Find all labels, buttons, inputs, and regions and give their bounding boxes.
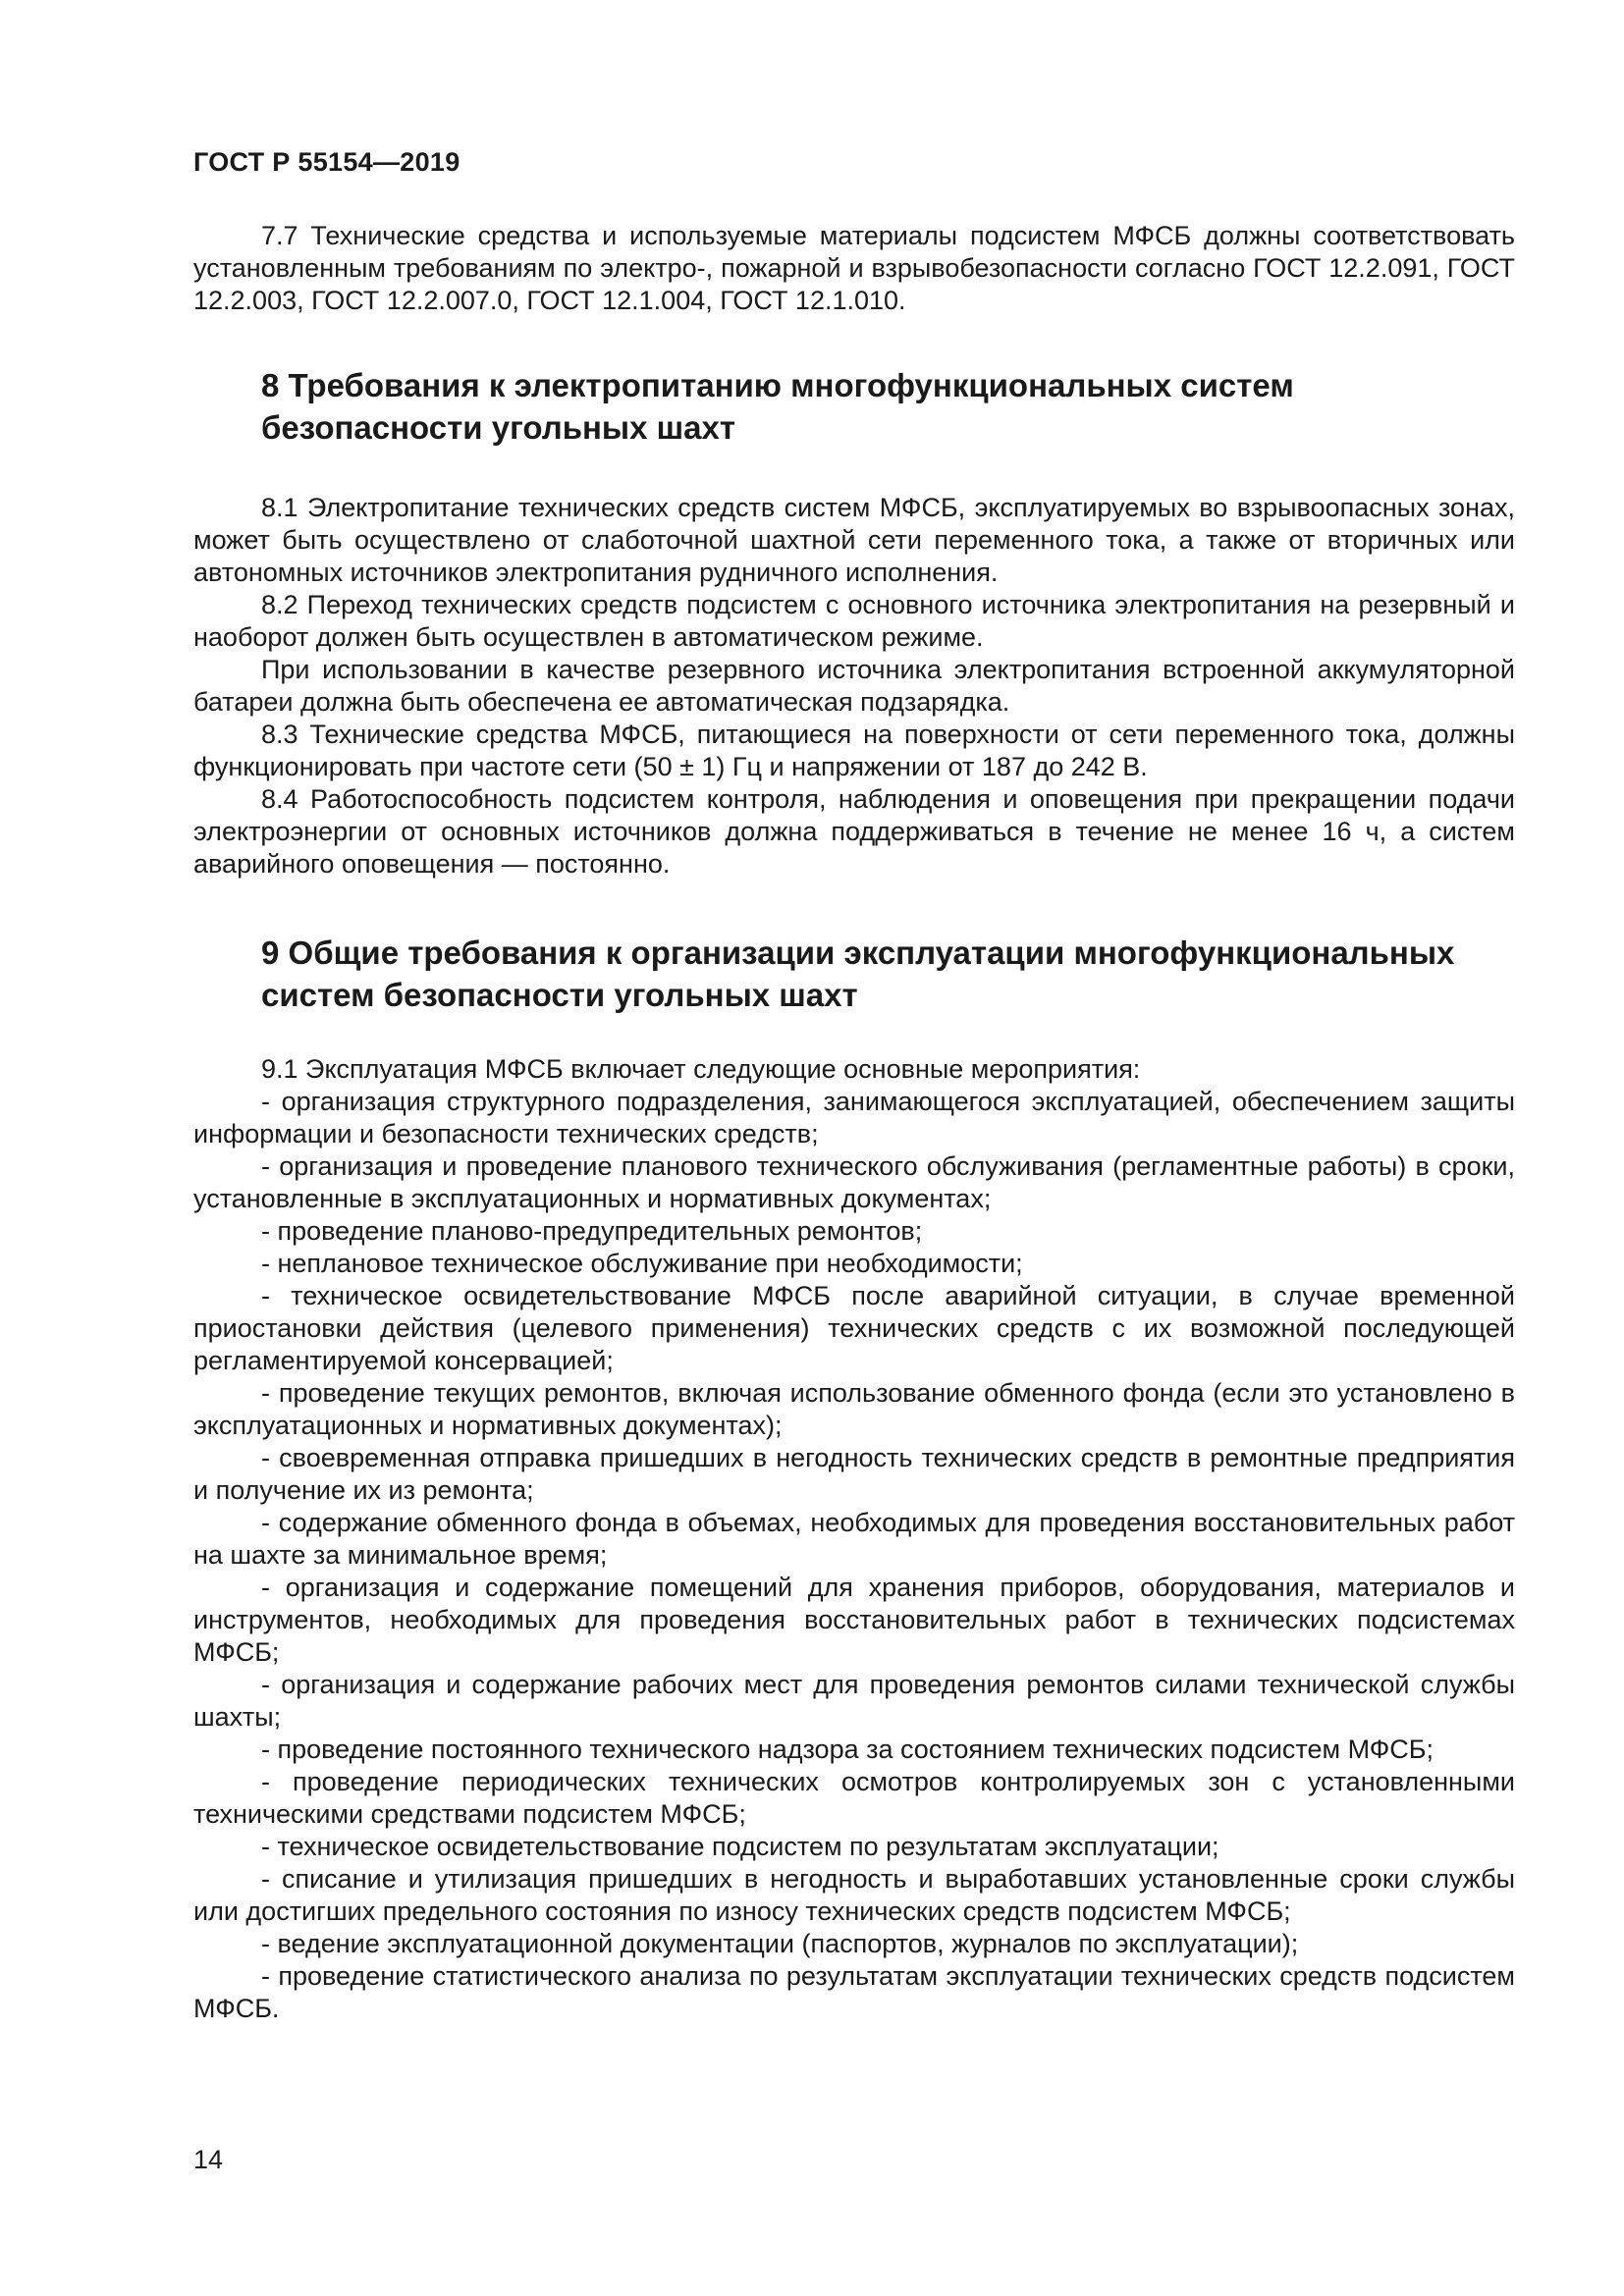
document-body [193, 220, 1515, 2025]
list-item: - содержание обменного фонда в объемах, необходимых для проведения восстановительных работ на шахте за минимальное время; [193, 1508, 1515, 1570]
paragraph-9-1: 9.1 Эксплуатация МФСБ включает следующие основные мероприятия: [261, 1054, 1141, 1084]
list-item: - проведение статистического анализа по результатам эксплуатации технических средств подсистем МФСБ. [193, 1961, 1515, 2023]
list-item: - проведение периодических технических осмотров контролируемых зон с установленными техническими средствами подсистем МФСБ; [193, 1767, 1515, 1829]
paragraph-8-2: 8.2 Переход технических средств подсистем с основного источника электропитания на резервный и наоборот должен быть осуществлен в автоматическом режиме. [193, 590, 1515, 652]
list-item: - организация и содержание помещений для хранения приборов, оборудования, материалов и инструментов, необходимых для проведения восстановительных работ в технических подсистемах МФСБ; [193, 1573, 1515, 1667]
list-item: - техническое освидетельствование подсистем по результатам эксплуатации; [261, 1832, 1219, 1861]
list-item: - ведение эксплуатационной документации (паспортов, журналов по эксплуатации); [261, 1929, 1299, 1958]
list-item: - проведение постоянного технического надзора за состоянием технических подсистем МФСБ; [261, 1735, 1435, 1764]
paragraph-8-3: 8.3 Технические средства МФСБ, питающиеся на поверхности от сети переменного тока, должны функционировать при частоте сети (50 ± 1) Гц и напряжении от 187 до 242 В. [193, 720, 1515, 781]
list-item: - проведение текущих ремонтов, включая использование обменного фонда (если это установлено в эксплуатационных и нормативных документах); [193, 1378, 1515, 1440]
list-item: - списание и утилизация пришедших в негодность и выработавших установленные сроки службы или достигших предельного состояния по износу технических средств подсистем МФСБ; [193, 1864, 1515, 1926]
list-item: - своевременная отправка пришедших в негодность технических средств в ремонтные предприятия и получение их из ремонта; [193, 1443, 1515, 1505]
list-item: - организация структурного подразделения, занимающегося эксплуатацией, обеспечением защиты информации и безопасности технических средств; [193, 1087, 1515, 1148]
page-number: 14 [193, 2145, 224, 2174]
paragraph-8-4: 8.4 Работоспособность подсистем контроля, наблюдения и оповещения при прекращении подачи электроэнергии от основных источников должна поддерживаться в течение не менее 16 ч, а систем аварийного оповещения — постоянно. [193, 784, 1515, 879]
section-8-heading: 8 Требования к электропитанию многофункциональных систем безопасности угольных шахт [261, 367, 1294, 446]
list-item: - организация и содержание рабочих мест для проведения ремонтов силами технической службы шахты; [193, 1670, 1515, 1732]
list-item: - техническое освидетельствование МФСБ после аварийной ситуации, в случае временной приостановки действия (целевого применения) технических средств с их возможной последующей регламентируемой консервацией; [193, 1281, 1515, 1375]
paragraph-7-7: 7.7 Технические средства и используемые материалы подсистем МФСБ должны соответствовать установленным требованиям по электро-, пожарной и взрывобезопасности согласно ГОСТ 12.2.091, ГОСТ 12.2.003, ГОСТ 12.2.007.0, ГОСТ 12.1.004, ГОСТ 12.1.010. [193, 221, 1515, 315]
list-item: - неплановое техническое обслуживание при необходимости; [261, 1249, 1023, 1278]
section-9-heading: 9 Общие требования к организации эксплуатации многофункциональных систем безопасности угольных шахт [261, 934, 1455, 1013]
document-header: ГОСТ Р 55154—2019 [193, 147, 460, 177]
paragraph-8-2-battery: При использовании в качестве резервного источника электропитания встроенной аккумуляторной батареи должна быть обеспечена ее автоматическая подзарядка. [193, 655, 1515, 717]
list-item: - проведение планово-предупредительных ремонтов; [261, 1216, 923, 1246]
list-item: - организация и проведение планового технического обслуживания (регламентные работы) в сроки, установленные в эксплуатационных и нормативных документах; [193, 1151, 1515, 1213]
paragraph-8-1: 8.1 Электропитание технических средств систем МФСБ, эксплуатируемых во взрывоопасных зонах, может быть осуществлено от слаботочной шахтной сети переменного тока, а также от вторичных или автономных источников электропитания рудничного исполнения. [193, 493, 1515, 587]
